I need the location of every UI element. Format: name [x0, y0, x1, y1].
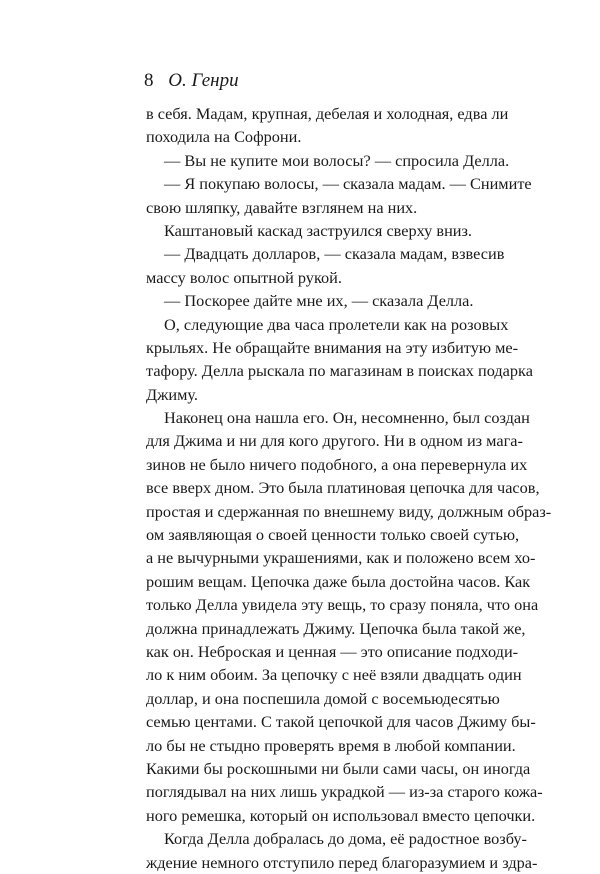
text-line: должна принадлежать Джиму. Цепочка была такой же, — [146, 618, 526, 638]
text-line: в себя. Мадам, крупная, дебелая и холодная, едва ли — [146, 104, 509, 123]
text-line: как он. Неброская и ценная — это описание подходи- — [146, 641, 519, 661]
text-line: Каштановый каскад заструился сверху вниз. — [164, 220, 472, 240]
text-line: крыльях. Не обращайте внимания на эту избитую ме- — [146, 337, 519, 357]
running-head-author: О. Генри — [168, 70, 239, 91]
text-line: Джиму. — [146, 384, 198, 404]
text-line: — Двадцать долларов, — сказала мадам, взвесив — [164, 244, 505, 264]
text-line: — Я покупаю волосы, — сказала мадам. — Снимите — [164, 174, 532, 194]
text-line: рошим вещам. Цепочка даже была достойна часов. Как — [146, 571, 531, 591]
text-line: поглядывал на них лишь украдкой — из-за старого кожа- — [146, 782, 543, 802]
text-line: ного ремешка, который он использовал вместо цепочки. — [146, 805, 536, 825]
running-header — [144, 71, 239, 91]
text-line: ждение немного отступило перед благоразумием и здра- — [146, 852, 538, 872]
text-line: простая и сдержанная по внешнему виду, должным образ- — [146, 501, 552, 521]
text-line: Какими бы роскошными ни были сами часы, он иногда — [146, 758, 531, 778]
text-line: — Поскорее дайте мне их, — сказала Делла. — [164, 291, 474, 311]
text-line: семью центами. С такой цепочкой для часов Джиму бы- — [146, 712, 536, 732]
page-number: 8 — [144, 70, 154, 91]
text-line: зинов не было ничего подобного, а она перевернула их — [146, 454, 528, 474]
text-line: ло к ним обоим. За цепочку с неё взяли двадцать один — [146, 665, 522, 685]
text-line: О, следующие два часа пролетели как на розовых — [164, 314, 509, 334]
text-line: походила на Софрони. — [146, 127, 302, 147]
text-line: Когда Делла добралась до дома, её радостное возбу- — [164, 829, 527, 849]
text-line: для Джима и ни для кого другого. Ни в одном из мага- — [146, 431, 523, 451]
text-line: ом заявляющая о своей ценности только своей сутью, — [146, 525, 520, 545]
text-line: тафору. Делла рыскала по магазинам в поисках подарка — [146, 361, 533, 381]
text-line: только Делла увидела эту вещь, то сразу поняла, что она — [146, 595, 539, 615]
text-line: свою шляпку, давайте взглянем на них. — [146, 197, 418, 217]
text-line: — Вы не купите мои волосы? — спросила Делла. — [164, 150, 510, 170]
text-line: Наконец она нашла его. Он, несомненно, был создан — [164, 408, 530, 428]
text-line: а не вычурными украшениями, как и положено всем хо- — [146, 548, 536, 568]
text-line: массу волос опытной рукой. — [146, 267, 342, 287]
body-text — [146, 102, 552, 874]
text-line: ло бы не стыдно проверять время в любой компании. — [146, 735, 516, 755]
text-line: доллар, и она поспешила домой с восемьюдесятью — [146, 688, 500, 708]
text-line: все вверх дном. Это была платиновая цепочка для часов, — [146, 478, 540, 498]
